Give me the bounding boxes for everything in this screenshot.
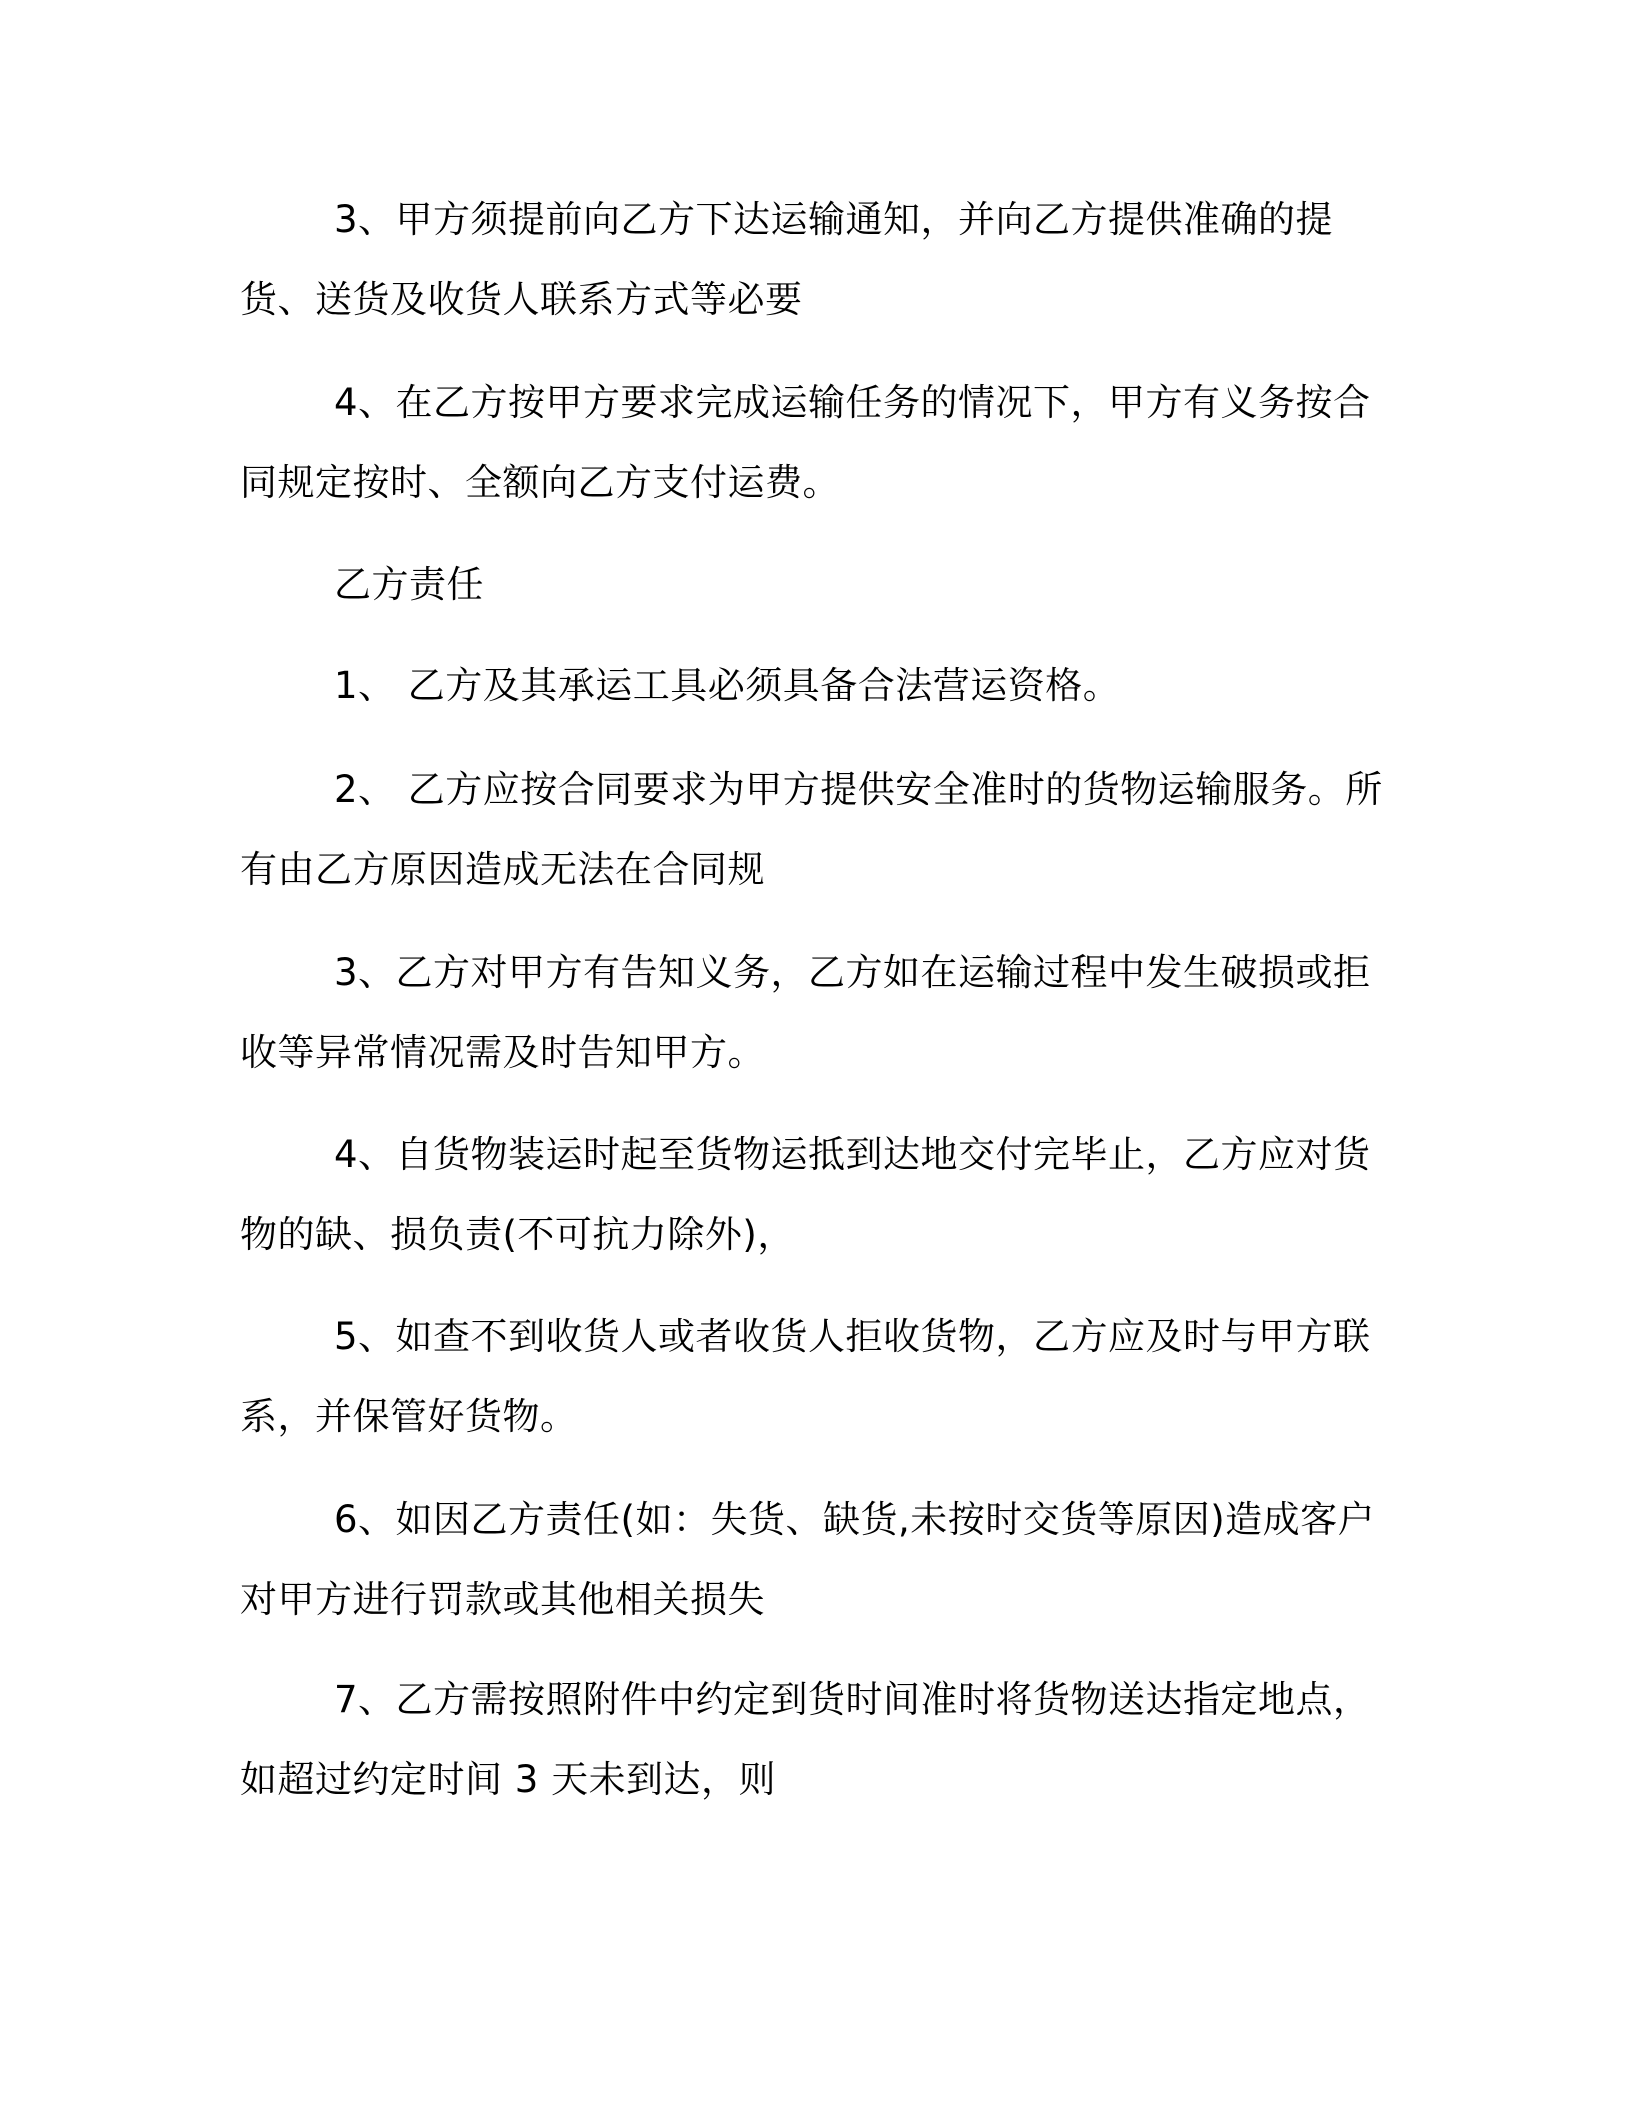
paragraph-party-b-clause-2: 2、 乙方应按合同要求为甲方提供安全准时的货物运输服务。所有由乙方原因造成无法在合同规 <box>240 768 1383 891</box>
paragraph-party-b-clause-7: 7、乙方需按照附件中约定到货时间准时将货物送达指定地点，如超过约定时间 3 天未到达，则 <box>240 1678 1371 1801</box>
section-heading-party-b: 乙方责任 <box>334 563 484 606</box>
paragraph-party-b-clause-6: 6、如因乙方责任(如：失货、缺货,未按时交货等原因)造成客户对甲方进行罚款或其他相关损失 <box>240 1498 1376 1621</box>
paragraph-party-b-clause-1: 1、 乙方及其承运工具必须具备合法营运资格。 <box>334 664 1121 707</box>
paragraph-party-b-clause-5: 5、如查不到收货人或者收货人拒收货物，乙方应及时与甲方联系，并保管好货物。 <box>240 1315 1371 1438</box>
paragraph-party-a-clause-3: 3、甲方须提前向乙方下达运输通知，并向乙方提供准确的提货、送货及收货人联系方式等必要 <box>240 198 1334 321</box>
paragraph-party-a-clause-4: 4、在乙方按甲方要求完成运输任务的情况下，甲方有义务按合同规定按时、全额向乙方支付运费。 <box>240 381 1371 504</box>
paragraph-party-b-clause-3: 3、乙方对甲方有告知义务，乙方如在运输过程中发生破损或拒收等异常情况需及时告知甲方。 <box>240 951 1371 1074</box>
paragraph-party-b-clause-4: 4、自货物装运时起至货物运抵到达地交付完毕止，乙方应对货物的缺、损负责(不可抗力除外)， <box>240 1133 1371 1256</box>
